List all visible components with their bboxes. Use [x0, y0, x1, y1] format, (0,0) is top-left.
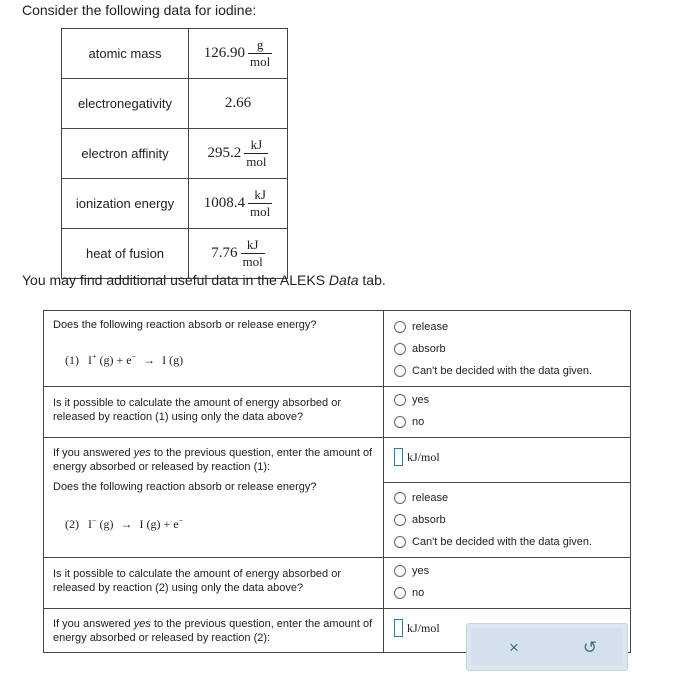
table-row — [62, 79, 288, 129]
unit-denominator: mol — [246, 154, 267, 169]
energy-input-2[interactable] — [394, 619, 403, 637]
option-label: absorb — [412, 514, 446, 526]
undo-button[interactable]: ↺ — [582, 638, 598, 657]
unit-denominator: mol — [250, 54, 271, 69]
answer-cell — [384, 387, 631, 438]
radio-icon[interactable] — [394, 492, 406, 504]
option-label: yes — [412, 394, 430, 406]
question-cell — [44, 558, 384, 609]
note-text-end: tab. — [358, 272, 386, 288]
electron-charge: − — [178, 516, 184, 525]
unit-label: kJ/mol — [407, 449, 440, 464]
radio-icon[interactable] — [394, 365, 406, 377]
question-text: If you answered yes to the previous question, enter the amount of energy absorbed or released by reaction (2): — [53, 618, 373, 644]
radio-icon[interactable] — [394, 394, 406, 406]
table-row — [62, 179, 288, 229]
question-text: If you answered yes to the previous question, enter the amount of energy absorbed or released by reaction (1): — [53, 447, 373, 473]
reaction-2 — [65, 514, 375, 531]
option-absorb[interactable] — [394, 338, 630, 360]
reactant-state: (g) — [99, 353, 114, 367]
unit-fraction — [248, 37, 272, 70]
product: I — [139, 517, 144, 531]
property-value: 126.90 — [203, 45, 245, 61]
option-no[interactable] — [394, 411, 630, 433]
question-cell — [44, 387, 384, 438]
unit-denominator: mol — [250, 204, 271, 219]
property-value: 2.66 — [224, 95, 252, 111]
reaction-arrow: → — [120, 517, 133, 531]
option-label: absorb — [412, 343, 446, 355]
option-no[interactable] — [394, 582, 630, 604]
unit-fraction — [248, 187, 272, 220]
option-label: release — [412, 492, 449, 504]
radio-icon[interactable] — [394, 321, 406, 333]
radio-icon[interactable] — [394, 514, 406, 526]
question-text: Does the following reaction absorb or release energy? — [53, 319, 317, 331]
reactant-charge: + — [92, 352, 97, 361]
property-name: heat of fusion — [62, 229, 189, 279]
reactant-state: (g) — [99, 517, 114, 531]
answer-cell — [384, 558, 631, 609]
reactant: I — [88, 353, 92, 367]
table-row — [62, 229, 288, 279]
action-panel-inner — [471, 628, 623, 666]
answer-cell — [384, 311, 631, 387]
table-row — [62, 29, 288, 79]
intro-text: Consider the following data for iodine: — [22, 2, 257, 18]
product-state: (g) — [146, 517, 161, 531]
unit-fraction — [244, 137, 268, 170]
option-label: Can't be decided with the data given. — [412, 365, 593, 377]
radio-icon[interactable] — [394, 587, 406, 599]
property-value-cell — [189, 79, 288, 129]
electron: + e — [116, 353, 132, 367]
option-release[interactable] — [394, 316, 630, 338]
radio-icon[interactable] — [394, 343, 406, 355]
electron-charge: − — [131, 352, 137, 361]
product: I — [162, 353, 167, 367]
data-tab-note — [22, 272, 386, 288]
question-row-3 — [44, 438, 631, 483]
unit-label: kJ/mol — [407, 620, 440, 635]
option-release[interactable] — [394, 487, 630, 509]
question-cell — [44, 311, 384, 387]
option-label: release — [412, 321, 449, 333]
unit-numerator: kJ — [246, 237, 259, 252]
property-name: atomic mass — [62, 29, 189, 79]
energy-input-1[interactable] — [394, 448, 403, 466]
answer-input-1 — [394, 448, 630, 466]
option-yes[interactable] — [394, 389, 630, 411]
table-row — [62, 129, 288, 179]
option-label: no — [412, 416, 425, 428]
property-value: 7.76 — [211, 245, 238, 261]
unit-numerator: kJ — [254, 187, 266, 202]
radio-icon[interactable] — [394, 416, 406, 428]
question-text: Does the following reaction absorb or release energy? — [53, 481, 317, 493]
property-name: electronegativity — [62, 79, 189, 129]
reaction-label: (2) — [65, 517, 79, 531]
question-row-1 — [44, 311, 631, 387]
electron: + e — [163, 517, 179, 531]
reaction-arrow: → — [143, 353, 156, 367]
property-value: 1008.4 — [203, 195, 245, 211]
product-state: (g) — [169, 353, 184, 367]
option-label: no — [412, 587, 425, 599]
option-cant-decide[interactable] — [394, 531, 630, 553]
property-name: electron affinity — [62, 129, 189, 179]
question-text: Is it possible to calculate the amount of energy absorbed or released by reaction (2) using only the data above? — [53, 568, 342, 594]
reaction-label: (1) — [65, 353, 79, 367]
reactant: I — [88, 517, 92, 531]
option-cant-decide[interactable] — [394, 360, 630, 382]
question-row-2 — [44, 387, 631, 438]
property-value-cell — [189, 29, 288, 79]
question-cell — [44, 609, 384, 653]
iodine-data-table — [61, 28, 288, 279]
radio-icon[interactable] — [394, 565, 406, 577]
reactant-charge: − — [92, 516, 97, 525]
answer-cell — [384, 438, 631, 483]
property-value: 295.2 — [207, 145, 242, 161]
questions-table — [43, 310, 631, 653]
action-panel — [466, 623, 628, 671]
question-cell — [44, 438, 384, 558]
unit-fraction — [241, 237, 265, 270]
radio-icon[interactable] — [394, 536, 406, 548]
question-row-5 — [44, 558, 631, 609]
note-text: You may find additional useful data in the ALEKS — [22, 272, 329, 288]
property-value-cell — [189, 179, 288, 229]
option-yes[interactable] — [394, 560, 630, 582]
property-name: ionization energy — [62, 179, 189, 229]
question-text: Is it possible to calculate the amount of energy absorbed or released by reaction (1) using only the data above? — [53, 397, 342, 423]
reaction-1 — [65, 350, 375, 367]
property-value-cell — [189, 229, 288, 279]
note-data-word: Data — [328, 272, 359, 288]
clear-button[interactable]: × — [509, 638, 519, 657]
unit-denominator: mol — [242, 254, 263, 269]
option-label: Can't be decided with the data given. — [412, 536, 593, 548]
property-value-cell — [189, 129, 288, 179]
answer-cell — [384, 483, 631, 558]
unit-numerator: g — [256, 37, 264, 52]
option-absorb[interactable] — [394, 509, 630, 531]
option-label: yes — [412, 565, 430, 577]
unit-numerator: kJ — [250, 137, 263, 152]
